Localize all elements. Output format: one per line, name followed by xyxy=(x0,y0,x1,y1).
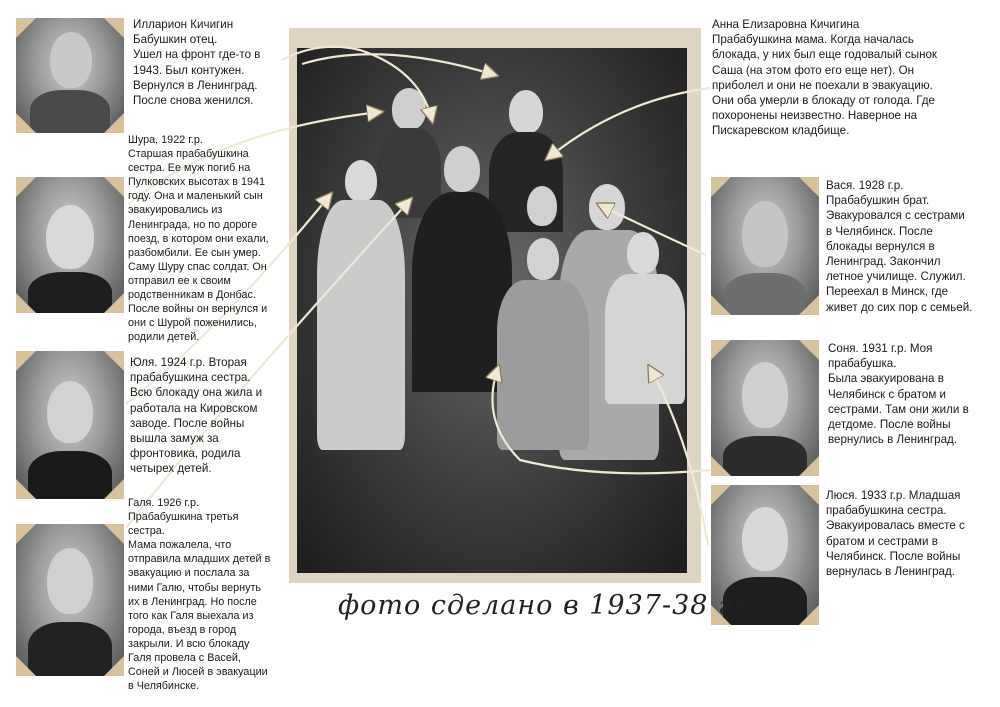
arrow-lyusya xyxy=(650,368,708,545)
caption-vasya: Вася. 1928 г.р. Прабабушкин брат. Эвакуровался с сестрами в Челябинск. После блокады вернулся в Ленинград. Закончил летное училище. Служил. Переехал в Минск, где живет до сих пор с семьей. xyxy=(826,179,973,314)
caption-illarion: Илларион Кичигин Бабушкин отец. Ушел на фронт где-то в 1943. Был контужен. Вернулся в Ленинград. После снова женился. xyxy=(133,18,261,108)
arrow-anna xyxy=(548,88,710,158)
caption-galya: Галя. 1926 г.р. Прабабушкина третья сестра. Мама пожалела, что отправила младших детей в эвакуацию и послала за ними Галю, чтобы вернуть их в Ленинград. Но после того как Галя выехала из города, въезд в город закрыли. И всю блокаду Галя провела с Васей, Соней и Люсей в эвакуации в Челябинске. xyxy=(128,497,271,693)
photo-date-caption: фото сделано в 1937-38 гг. xyxy=(338,590,757,621)
arrow-illarion-2 xyxy=(302,54,495,75)
caption-sonya: Соня. 1931 г.р. Моя прабабушка. Была эвакуирована в Челябинск с братом и сестрами. Там они жили в детдоме. После войны вернулись в Ленинград. xyxy=(828,342,969,447)
caption-shura: Шура, 1922 г.р. Старшая прабабушкина сестра. Ее муж погиб на Пулковских высотах в 1941 году. Она и маленький сын эвакуировались из Ленинграда, но по дороге поезд, в котором они ехали, разбомбили. Ее сын умер. Саму Шуру спас солдат. Он отправил ее к своим родственникам в Донбас. После войны он вернулся и они с Шурой поженились, родили детей. xyxy=(128,134,269,344)
arrow-sonya xyxy=(492,368,710,473)
caption-anna: Анна Елизаровна Кичигина Прабабушкина мама. Когда началась блокада, у них был еще годовалый сынок Саша (на этом фото его еще нет). Он приболел и они не поехали в эвакуацию. Они оба умерли в блокаду от голода. Где похоронены неизвестно. Наверное на Пискаревском кладбище. xyxy=(712,18,937,138)
arrow-vasya xyxy=(600,205,706,255)
arrow-illarion xyxy=(282,47,432,120)
caption-yulya: Юля. 1924 г.р. Вторая прабабушкина сестра. Всю блокаду она жила и работала на Кировском заводе. После войны вышла замуж за фронтовика, родила четырех детей. xyxy=(130,356,263,476)
caption-lyusya: Люся. 1933 г.р. Младшая прабабушкина сестра. Эвакуировалась вместе с братом и сестрами в Челябинск. После войны вернулась в Ленинград. xyxy=(826,489,965,579)
